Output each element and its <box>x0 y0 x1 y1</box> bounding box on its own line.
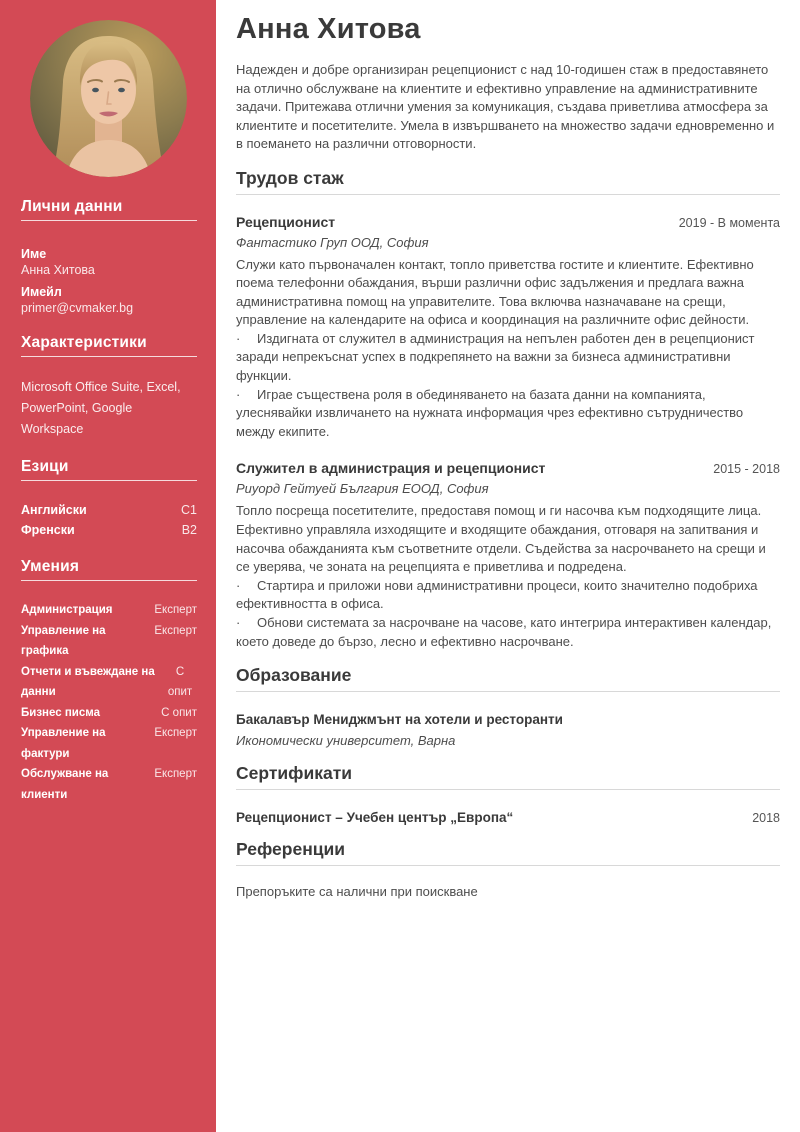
language-row <box>21 500 197 520</box>
education-degree: Бакалавър Мениджмънт на хотели и ресторанти <box>236 712 563 728</box>
section-title-references: Референции <box>236 839 346 860</box>
job-header <box>236 214 780 231</box>
job-bullet <box>236 386 780 442</box>
job-bullet <box>236 614 780 651</box>
skill-name: Управление на фактури <box>21 727 106 760</box>
field-value: Анна Хитова <box>21 263 95 277</box>
job-description: Топло посреща посетителите, предоставя помощ и ги насочва към подходящите лица. Ефективно управляла изходящите и входящите обаждания, отговаря на запитвания и насочва обажданията към съответните отдели. Съдейства за насрочването на срещи и се уверява, че зоната на рецепцията е приветлива и подредена. <box>236 503 766 575</box>
sidebar <box>0 0 216 1132</box>
certificate-name: Рецепционист – Учебен център „Европа“ <box>236 810 514 826</box>
language-row <box>21 520 197 540</box>
section-divider <box>236 691 780 692</box>
language-level: B2 <box>181 523 197 537</box>
profile-photo <box>30 20 187 177</box>
section-title-skills: Умения <box>21 558 80 575</box>
sidebar-divider <box>21 356 197 357</box>
skill-name: Администрация <box>21 604 113 616</box>
profile-photo-illustration <box>30 20 187 177</box>
skill-name: Отчети и въвеждане на данни <box>21 665 155 698</box>
field-label: Име <box>21 247 47 261</box>
personal-field-name <box>21 247 197 278</box>
bullet-text: Издигната от служител в администрация на непълен работен ден в рецепционист заради непрекъснат успех в подкрепянето на важни за бизнеса административни функции. <box>236 330 755 384</box>
job-company: Фантастико Груп ООД, София <box>236 234 429 250</box>
bullet-text: Стартира и приложи нови административни процеси, които значително подобриха ефективността в офиса. <box>236 577 758 612</box>
education-entry <box>236 711 780 749</box>
section-title-experience: Трудов стаж <box>236 167 344 188</box>
person-name: Анна Хитова <box>236 13 421 45</box>
job-period: 2019 - В момента <box>678 215 780 230</box>
bullet-marker: · <box>236 615 241 630</box>
job-company: Риуорд Гейтуей България ЕООД, София <box>236 481 489 497</box>
section-divider <box>236 194 780 195</box>
section-title-languages: Езици <box>21 458 69 475</box>
job-entry <box>236 214 780 442</box>
skill-row <box>21 723 197 764</box>
personal-field-email <box>21 285 197 316</box>
skill-level: Експерт <box>154 624 197 637</box>
job-entry <box>236 460 780 651</box>
skill-level: Експерт <box>154 768 197 780</box>
section-title-certificates: Сертификати <box>236 763 353 784</box>
education-school: Икономически университет, Варна <box>236 733 456 749</box>
sidebar-divider <box>21 480 197 481</box>
section-divider <box>236 789 780 790</box>
section-title-personal: Лични данни <box>21 198 123 215</box>
skill-row <box>21 703 197 724</box>
characteristics-text: Microsoft Office Suite, Excel, PowerPoint, Google Workspace <box>21 380 181 436</box>
job-description-block <box>236 256 780 442</box>
section-divider <box>236 865 780 866</box>
bullet-marker: · <box>236 330 241 346</box>
skill-name: Обслужване на клиенти <box>21 768 109 801</box>
certificate-entry <box>236 810 780 825</box>
job-bullet <box>236 330 780 386</box>
skill-level: Експерт <box>154 727 197 739</box>
skill-name: Бизнес писма <box>21 706 100 719</box>
skill-name: Управление на графика <box>21 624 106 657</box>
skill-level: С опит <box>167 665 193 698</box>
skill-row <box>21 662 197 703</box>
profile-summary: Надежден и добре организиран рецепционист с над 10-годишен стаж в предоставянето на отлично обслужване на клиентите и ефективно управление на административните задачи. Притежава отлични умения за комуникация, създава приветлива атмосфера за клиентите и посетителите. Умела в извършването на множество задачи едновременно и в поемането на различни отговорности. <box>236 62 775 151</box>
language-name: Френски <box>21 523 75 537</box>
job-description: Служи като първоначален контакт, топло приветства гостите и клиентите. Ефективно поема телефонни обаждания, върши различни офис задължения и предлага важна административна помощ на управителите. Това включва назначаване на срещи, управление на календарите на офиса и координация на различните офис дейности. <box>236 256 754 328</box>
field-label: Имейл <box>21 285 62 299</box>
job-bullet <box>236 577 780 614</box>
section-title-characteristics: Характеристики <box>21 334 147 351</box>
skill-row <box>21 621 197 662</box>
job-period: 2015 - 2018 <box>713 462 780 477</box>
bullet-text: Играе съществена роля в обединяването на базата данни на компанията, улеснявайки извличането на нужната информация чрез ефективно сътрудничество между екипите. <box>236 386 744 439</box>
skill-row <box>21 764 197 805</box>
skill-row <box>21 600 197 621</box>
job-header <box>236 460 780 477</box>
sidebar-divider <box>21 580 197 581</box>
language-level: C1 <box>181 503 197 517</box>
language-name: Английски <box>21 503 87 517</box>
bullet-text: Обнови системата за насрочване на часове, като интегрира интерактивен календар, което доведе до бързо, лесно и ефективно насрочване. <box>236 615 772 649</box>
job-title: Служител в администрация и рецепционист <box>236 460 546 477</box>
bullet-marker: · <box>236 577 241 593</box>
skill-level: Експерт <box>154 604 197 616</box>
sidebar-divider <box>21 220 197 221</box>
bullet-marker: · <box>236 386 241 402</box>
main-content <box>216 0 800 1132</box>
field-value: primer@cvmaker.bg <box>21 301 134 315</box>
skill-level: С опит <box>161 706 197 719</box>
certificate-year: 2018 <box>752 811 780 826</box>
job-title: Рецепционист <box>236 213 336 230</box>
section-title-education: Образование <box>236 665 352 686</box>
job-description-block <box>236 502 780 651</box>
references-text: Препоръките са налични при поискване <box>236 884 478 900</box>
